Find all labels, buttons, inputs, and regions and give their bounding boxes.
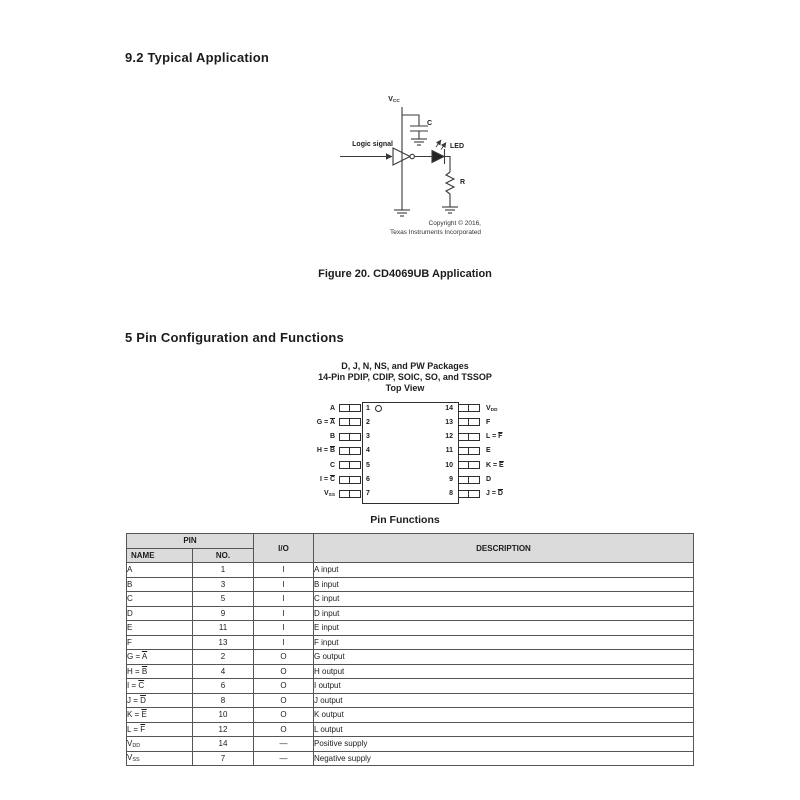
package-heading-line: Top View [385, 383, 425, 393]
pin-name-cell: C [127, 592, 193, 607]
pin-symbol [339, 461, 361, 469]
pin-description-cell: C input [314, 592, 694, 607]
pin-symbol-divider [340, 419, 350, 425]
pin-name-cell: $J = \overline{D}$ [127, 693, 193, 708]
pin-label: $V_{DD}$ [486, 404, 498, 413]
pin-io-cell: O [254, 679, 314, 694]
pin-name-cell: E [127, 621, 193, 636]
section-heading-pin-configuration: 5 Pin Configuration and Functions [125, 330, 344, 345]
pin-symbol [339, 447, 361, 455]
resistor-ground-symbol [442, 207, 458, 213]
pin-description-cell: F input [314, 635, 694, 650]
pin-io-cell: O [254, 722, 314, 737]
ground-symbol [394, 210, 410, 216]
pin-label: $J = \overline{D}$ [486, 490, 503, 498]
pin-description-cell: A input [314, 563, 694, 578]
pin-table-row [127, 621, 694, 636]
resistor-label: R [460, 179, 466, 186]
copyright-line: Texas Instruments Incorporated [389, 228, 481, 236]
pin-label: C [329, 461, 335, 469]
pin-symbol [458, 404, 480, 412]
pin-number-cell: 9 [193, 606, 254, 621]
pin-number: 5 [366, 461, 370, 469]
copyright-line: Copyright © 2016, [428, 220, 481, 227]
copyright-text [330, 220, 481, 237]
pin-name-cell: $I = \overline{C}$ [127, 679, 193, 694]
pin-name-cell: D [127, 606, 193, 621]
pin-symbol-divider [459, 405, 469, 411]
pin-number: 14 [445, 404, 453, 412]
pin-number-cell: 5 [193, 592, 254, 607]
pin-name-cell: VDD [127, 737, 193, 752]
pin-symbol-divider [340, 405, 350, 411]
pin-symbol [458, 461, 480, 469]
pin-number: 12 [445, 433, 453, 441]
led-emission-arrow [441, 143, 446, 150]
resistor-symbol [446, 172, 454, 194]
pin-number: 10 [445, 461, 453, 469]
pin-name-cell: VSS [127, 751, 193, 766]
pin-table-body [127, 563, 694, 766]
pin-io-cell: I [254, 592, 314, 607]
package-heading-line: 14-Pin PDIP, CDIP, SOIC, SO, and TSSOP [318, 372, 492, 382]
pin-table-header [127, 534, 694, 563]
col-header-pin: PIN [127, 534, 254, 549]
col-header-no: NO. [193, 548, 254, 563]
pin-label: A [329, 404, 335, 412]
pin-description-cell: L output [314, 722, 694, 737]
pin-table-row [127, 679, 694, 694]
pin-description-cell: Positive supply [314, 737, 694, 752]
pin-symbol-divider [459, 491, 469, 497]
application-circuit-figure [330, 93, 500, 245]
pin-name-cell: $G = \overline{A}$ [127, 650, 193, 665]
pin-description-cell: K output [314, 708, 694, 723]
pin-symbol [458, 476, 480, 484]
pin-number-cell: 13 [193, 635, 254, 650]
pin-label: E [486, 447, 491, 455]
pin-number: 8 [449, 490, 453, 498]
pin-symbol-divider [459, 448, 469, 454]
pin-symbol-divider [340, 448, 350, 454]
package-heading-line: D, J, N, NS, and PW Packages [341, 361, 469, 371]
pin-functions-table [126, 533, 694, 766]
pin-table-row [127, 606, 694, 621]
pin-name-cell: $H = \overline{B}$ [127, 664, 193, 679]
pin-label: $K = \overline{E}$ [486, 461, 504, 469]
led-symbol [432, 151, 444, 163]
pin-table-row [127, 751, 694, 766]
led-label: LED [450, 143, 464, 150]
pin-number-cell: 7 [193, 751, 254, 766]
pin-io-cell: I [254, 577, 314, 592]
pin-symbol [339, 433, 361, 441]
pin-description-cell: B input [314, 577, 694, 592]
pin-io-cell: O [254, 693, 314, 708]
pin-io-cell: O [254, 708, 314, 723]
pin-label: B [329, 433, 335, 441]
pin-symbol [458, 490, 480, 498]
pin-io-cell: — [254, 737, 314, 752]
capacitor-wire [402, 115, 419, 126]
pin-symbol-divider [340, 462, 350, 468]
pin-symbol-divider [459, 462, 469, 468]
pin-name-cell: $L = \overline{F}$ [127, 722, 193, 737]
pin-number: 1 [366, 404, 370, 412]
pin-number: 9 [449, 476, 453, 484]
section-heading-typical-application: 9.2 Typical Application [125, 50, 270, 65]
pin-symbol [458, 447, 480, 455]
pin-symbol-divider [459, 434, 469, 440]
pin-symbol [339, 476, 361, 484]
vcc-label: $V_{CC}$ [388, 96, 400, 104]
inverter-bubble [410, 154, 414, 158]
led-emission-arrow [436, 140, 441, 147]
pin-name-cell: $K = \overline{E}$ [127, 708, 193, 723]
pin-symbol [339, 404, 361, 412]
pin-symbol [339, 490, 361, 498]
pin-symbol-divider [459, 477, 469, 483]
pin-symbol [339, 418, 361, 426]
pin-table-row [127, 722, 694, 737]
pin-table-row [127, 635, 694, 650]
pin-symbol-divider [340, 434, 350, 440]
capacitor-symbol [410, 126, 428, 131]
logic-signal-label: Logic signal [352, 141, 393, 148]
pin-diagram [300, 396, 545, 514]
pin-number-cell: 8 [193, 693, 254, 708]
pin-number: 3 [366, 433, 370, 441]
pin-number-cell: 6 [193, 679, 254, 694]
pin-description-cell: Negative supply [314, 751, 694, 766]
col-header-name: NAME [127, 548, 193, 563]
pin-io-cell: I [254, 621, 314, 636]
pin-number-cell: 4 [193, 664, 254, 679]
pin-symbol-divider [459, 419, 469, 425]
pin-io-cell: I [254, 606, 314, 621]
pin-table-row [127, 577, 694, 592]
led-to-resistor-wire [445, 157, 451, 173]
package-heading [5, 361, 800, 394]
pin-description-cell: I output [314, 679, 694, 694]
pin-table-row [127, 708, 694, 723]
pin-number: 7 [366, 490, 370, 498]
pin-number: 4 [366, 447, 370, 455]
pin-label: $L = \overline{F}$ [486, 433, 503, 441]
pin-table-row [127, 563, 694, 578]
pin-number: 13 [445, 418, 453, 426]
pin-symbol [458, 433, 480, 441]
pin-table-row [127, 693, 694, 708]
pin-label: $G = \overline{A}$ [316, 418, 335, 426]
pin-number-cell: 10 [193, 708, 254, 723]
pin-number-cell: 11 [193, 621, 254, 636]
pin-number: 11 [445, 447, 453, 455]
pin-label: $V_{SS}$ [323, 490, 335, 499]
pin-table-row [127, 592, 694, 607]
pin-symbol [458, 418, 480, 426]
pin-description-cell: J output [314, 693, 694, 708]
pin-symbol-divider [340, 491, 350, 497]
pin-number-cell: 2 [193, 650, 254, 665]
pin-io-cell: — [254, 751, 314, 766]
pin-name-cell: B [127, 577, 193, 592]
pin-io-cell: I [254, 635, 314, 650]
pin-description-cell: G output [314, 650, 694, 665]
pin-description-cell: H output [314, 664, 694, 679]
pin-table-row [127, 664, 694, 679]
pin-description-cell: E input [314, 621, 694, 636]
col-header-description: DESCRIPTION [314, 534, 694, 563]
pin-number: 6 [366, 476, 370, 484]
pin-number: 2 [366, 418, 370, 426]
pin-io-cell: I [254, 563, 314, 578]
pin-name-cell: A [127, 563, 193, 578]
pin-number-cell: 3 [193, 577, 254, 592]
pin-label: $H = \overline{B}$ [316, 447, 335, 455]
pin-description-cell: D input [314, 606, 694, 621]
pin-label: $I = \overline{C}$ [320, 476, 335, 484]
capacitor-ground-symbol [411, 139, 427, 145]
pin-functions-title: Pin Functions [370, 514, 440, 526]
pin-number-cell: 14 [193, 737, 254, 752]
pin-table-row [127, 737, 694, 752]
col-header-io: I/O [254, 534, 314, 563]
pin-name-cell: F [127, 635, 193, 650]
pin-io-cell: O [254, 664, 314, 679]
capacitor-label: C [427, 120, 433, 127]
pin-symbol-divider [340, 477, 350, 483]
pin-label: D [486, 476, 492, 484]
pin-number-cell: 12 [193, 722, 254, 737]
pin-number-cell: 1 [193, 563, 254, 578]
pin-label: F [486, 418, 491, 426]
pin1-indicator-circle [375, 405, 382, 412]
pin-table-row [127, 650, 694, 665]
pin-io-cell: O [254, 650, 314, 665]
figure-caption: Figure 20. CD4069UB Application [318, 268, 492, 280]
